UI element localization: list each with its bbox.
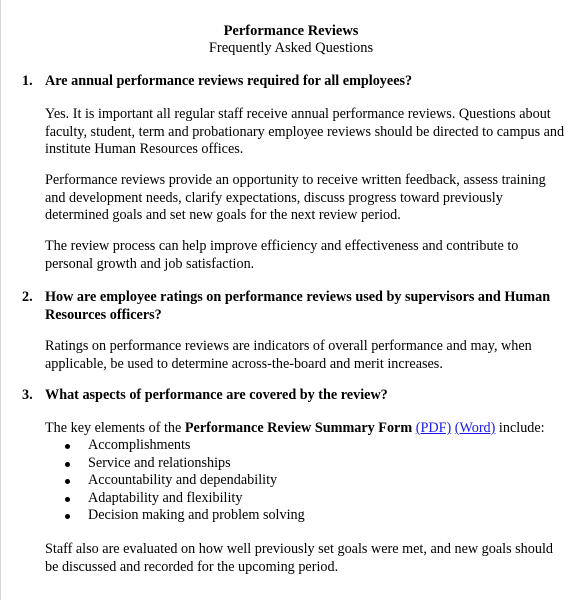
bullet-icon — [65, 497, 70, 502]
list-item — [45, 472, 305, 490]
question-3-intro — [45, 420, 567, 438]
list-item-label: Accountability and dependability — [88, 472, 278, 488]
list-item-label: Decision making and problem solving — [88, 507, 305, 523]
question-1-answer-paragraph-2: Performance reviews provide an opportunity to receive written feedback, assess training and development needs, clarify expectations, discuss progress toward previously determined goals and set new goals for the next review period. — [45, 172, 546, 223]
list-item-label: Service and relationships — [88, 454, 231, 471]
bullet-icon — [65, 514, 70, 519]
summary-form-pdf-link[interactable]: (PDF) — [415, 420, 452, 436]
document-subtitle: Frequently Asked Questions — [208, 40, 374, 56]
question-1-answer-paragraph-3: The review process can help improve efficiency and effectiveness and contribute to personal growth and job satisfaction. — [45, 238, 519, 272]
question-3-intro-after: include: — [495, 420, 545, 436]
list-item — [45, 507, 305, 525]
document-title: Performance Reviews — [223, 23, 359, 39]
question-1-number: 1. — [22, 73, 33, 89]
question-1-answer-paragraph-1: Yes. It is important all regular staff receive annual performance reviews. Questions about faculty, student, term and probationary employee reviews should be directed to campus and institute Human Resources offices. — [45, 106, 565, 157]
list-item — [45, 437, 305, 455]
bullet-icon — [65, 462, 70, 467]
question-2-heading: How are employee ratings on performance reviews used by supervisors and Human Resources officers? — [45, 289, 551, 323]
summary-form-word-link[interactable]: (Word) — [454, 420, 496, 436]
question-3-closing-paragraph: Staff also are evaluated on how well previously set goals were met, and new goals should be discussed and recorded for the upcoming period. — [45, 541, 553, 575]
question-3-intro-before: The key elements of the — [45, 420, 185, 436]
list-item — [45, 455, 305, 473]
question-3-number: 3. — [22, 387, 33, 403]
question-1-heading: Are annual performance reviews required for all employees? — [45, 73, 413, 89]
bullet-icon — [65, 444, 70, 449]
performance-elements-list — [45, 437, 305, 525]
list-item — [45, 490, 305, 508]
list-item-label: Accomplishments — [88, 437, 191, 453]
question-2-answer-paragraph: Ratings on performance reviews are indicators of overall performance and may, when applicable, be used to determine across-the-board and merit increases. — [45, 338, 532, 372]
question-2-number: 2. — [22, 289, 33, 305]
question-3-heading: What aspects of performance are covered by the review? — [45, 387, 388, 403]
summary-form-name: Performance Review Summary Form — [184, 420, 413, 436]
bullet-icon — [65, 479, 70, 484]
list-item-label: Adaptability and flexibility — [88, 489, 243, 506]
